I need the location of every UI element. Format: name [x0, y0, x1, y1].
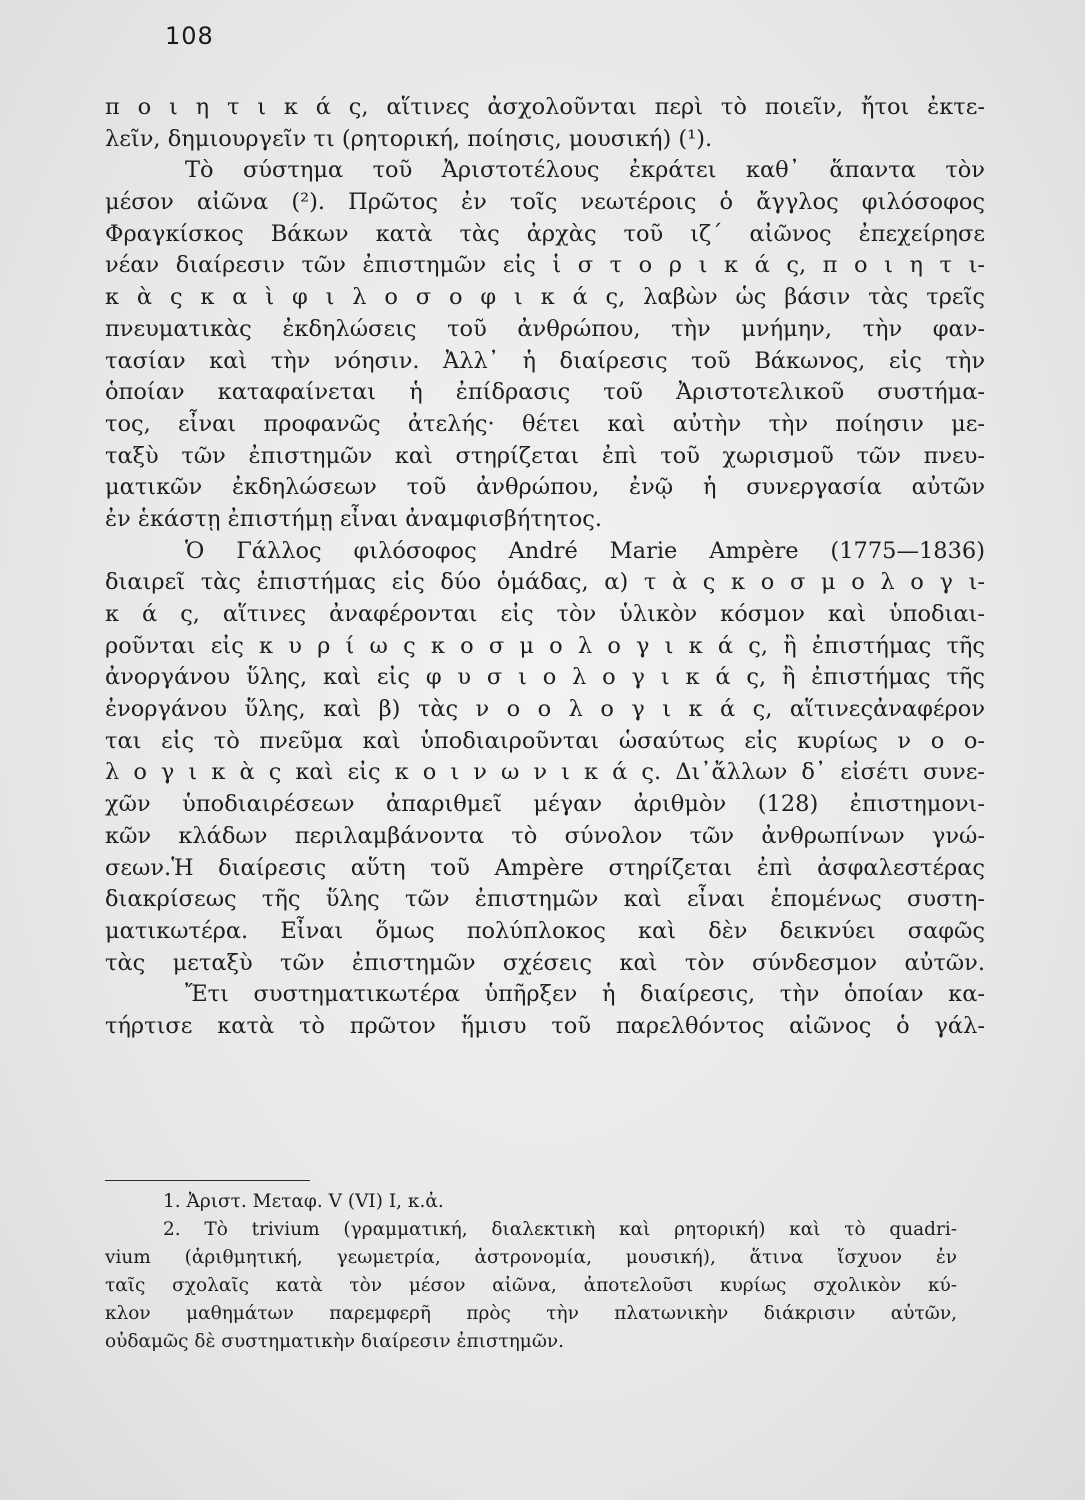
footnotes: [105, 1188, 957, 1356]
text-line: ροῦνται εἰς κ υ ρ ί ω ς κ ο σ μ ο λ ο γ ι κ ά ς, ἢ ἐπιστήμας τῆς: [105, 632, 985, 659]
footnote-line: κλον μαθημάτων παρεμφερῆ πρὸς τὴν πλατωνικὴν διάκρισιν αὐτῶν,: [105, 1303, 957, 1324]
text-line: π ο ι η τ ι κ ά ς, αἵτινες ἀσχολοῦνται περὶ τὸ ποιεῖν, ἤτοι ἐκτε-: [105, 94, 985, 120]
footnote-line: ταῖς σχολαῖς κατὰ τὸν μέσον αἰῶνα, ἀποτελοῦσι κυρίως σχολικὸν κύ-: [105, 1275, 957, 1296]
text-line: ἐνοργάνου ὕλης, καὶ β) τὰς ν ο ο λ ο γ ι κ ά ς, αἵτινεςἀναφέρον: [105, 696, 985, 723]
text-line: τος, εἶναι προφανῶς ἀτελής· θέτει καὶ αὐτὴν τὴν ποίησιν με-: [105, 410, 985, 437]
text-line: τήρτισε κατὰ τὸ πρῶτον ἥμισυ τοῦ παρελθόντος αἰῶνος ὁ γάλ-: [105, 1012, 985, 1039]
text-line: ται εἰς τὸ πνεῦμα καὶ ὑποδιαιροῦνται ὡσαύτως εἰς κυρίως ν ο ο-: [105, 727, 985, 754]
text-line: νέαν διαίρεσιν τῶν ἐπιστημῶν εἰς ἱ σ τ ο ρ ι κ ά ς, π ο ι η τ ι-: [105, 252, 985, 279]
text-line: τὰς μεταξὺ τῶν ἐπιστημῶν σχέσεις καὶ τὸν σύνδεσμον αὐτῶν.: [105, 949, 985, 976]
text-line: λ ο γ ι κ ὰ ς καὶ εἰς κ ο ι ν ω ν ι κ ά ς. Δι᾽ἄλλων δ᾽ εἰσέτι συνε-: [105, 759, 985, 786]
text-line: πνευματικὰς ἐκδηλώσεις τοῦ ἀνθρώπου, τὴν μνήμην, τὴν φαν-: [105, 315, 985, 342]
text-line: ἀνοργάνου ὕλης, καὶ εἰς φ υ σ ι ο λ ο γ ι κ ά ς, ἢ ἐπιστήμας τῆς: [105, 664, 985, 691]
text-line: ματικῶν ἐκδηλώσεων τοῦ ἀνθρώπου, ἐνῷ ἡ συνεργασία αὐτῶν: [105, 474, 985, 501]
text-line: ὁποίαν καταφαίνεται ἡ ἐπίδρασις τοῦ Ἀριστοτελικοῦ συστήμα-: [105, 379, 985, 406]
page-number: 108: [165, 22, 214, 50]
body-text: [105, 92, 985, 1043]
text-line: ματικωτέρα. Εἶναι ὅμως πολύπλοκος καὶ δὲν δεικνύει σαφῶς: [105, 917, 985, 944]
footnote-line: 2. Τὸ trivium (γραμματική, διαλεκτικὴ καὶ ρητορική) καὶ τὸ quadri-: [163, 1219, 957, 1240]
footnote-separator: [105, 1180, 310, 1181]
text-line: κ ά ς, αἵτινες ἀναφέρονται εἰς τὸν ὑλικὸν κόσμον καὶ ὑποδιαι-: [105, 601, 985, 627]
text-line: διαιρεῖ τὰς ἐπιστήμας εἰς δύο ὁμάδας, α) τ ὰ ς κ ο σ μ ο λ ο γ ι-: [105, 569, 985, 596]
text-line: διακρίσεως τῆς ὕλης τῶν ἐπιστημῶν καὶ εἶναι ἑπομένως συστη-: [105, 886, 985, 913]
text-line: ταξὺ τῶν ἐπιστημῶν καὶ στηρίζεται ἐπὶ τοῦ χωρισμοῦ τῶν πνευ-: [105, 442, 985, 469]
text-line: Ὁ Γάλλος φιλόσοφος André Marie Ampère (1775—1836): [185, 537, 985, 564]
footnote-line: 1. Ἀριστ. Μεταφ. V (VI) I, κ.ἀ.: [163, 1191, 444, 1212]
text-line: κῶν κλάδων περιλαμβάνοντα τὸ σύνολον τῶν ἀνθρωπίνων γνώ-: [105, 822, 985, 849]
text-line: κ ὰ ς κ α ὶ φ ι λ ο σ ο φ ι κ ά ς, λαβὼν ὡς βάσιν τὰς τρεῖς: [105, 284, 985, 311]
text-line: λεῖν, δημιουργεῖν τι (ρητορική, ποίησις, μουσική) (¹).: [105, 125, 713, 152]
footnote-line: οὐδαμῶς δὲ συστηματικὴν διαίρεσιν ἐπιστημῶν.: [105, 1331, 565, 1352]
text-line: μέσον αἰῶνα (²). Πρῶτος ἐν τοῖς νεωτέροις ὁ ἄγγλος φιλόσοφος: [105, 189, 985, 216]
text-line: τασίαν καὶ τὴν νόησιν. Ἀλλ᾽ ἡ διαίρεσις τοῦ Βάκωνος, εἰς τὴν: [105, 347, 985, 374]
text-line: Τὸ σύστημα τοῦ Ἀριστοτέλους ἐκράτει καθ᾽ ἅπαντα τὸν: [185, 157, 985, 184]
text-line: χῶν ὑποδιαιρέσεων ἀπαριθμεῖ μέγαν ἀριθμὸν (128) ἐπιστημονι-: [105, 791, 985, 818]
text-line: σεων.Ἡ διαίρεσις αὕτη τοῦ Ampère στηρίζεται ἐπὶ ἀσφαλεστέρας: [105, 854, 985, 881]
footnote-line: vium (ἀριθμητική, γεωμετρία, ἀστρονομία, μουσική), ἅτινα ἴσχυον ἐν: [105, 1247, 957, 1268]
text-line: Φραγκίσκος Βάκων κατὰ τὰς ἀρχὰς τοῦ ιζ΄ αἰῶνος ἐπεχείρησε: [105, 220, 985, 247]
text-line: Ἔτι συστηματικωτέρα ὑπῆρξεν ἡ διαίρεσις, τὴν ὁποίαν κα-: [185, 981, 985, 1008]
text-line: ἐν ἑκάστῃ ἐπιστήμῃ εἶναι ἀναμφισβήτητος.: [105, 505, 603, 532]
